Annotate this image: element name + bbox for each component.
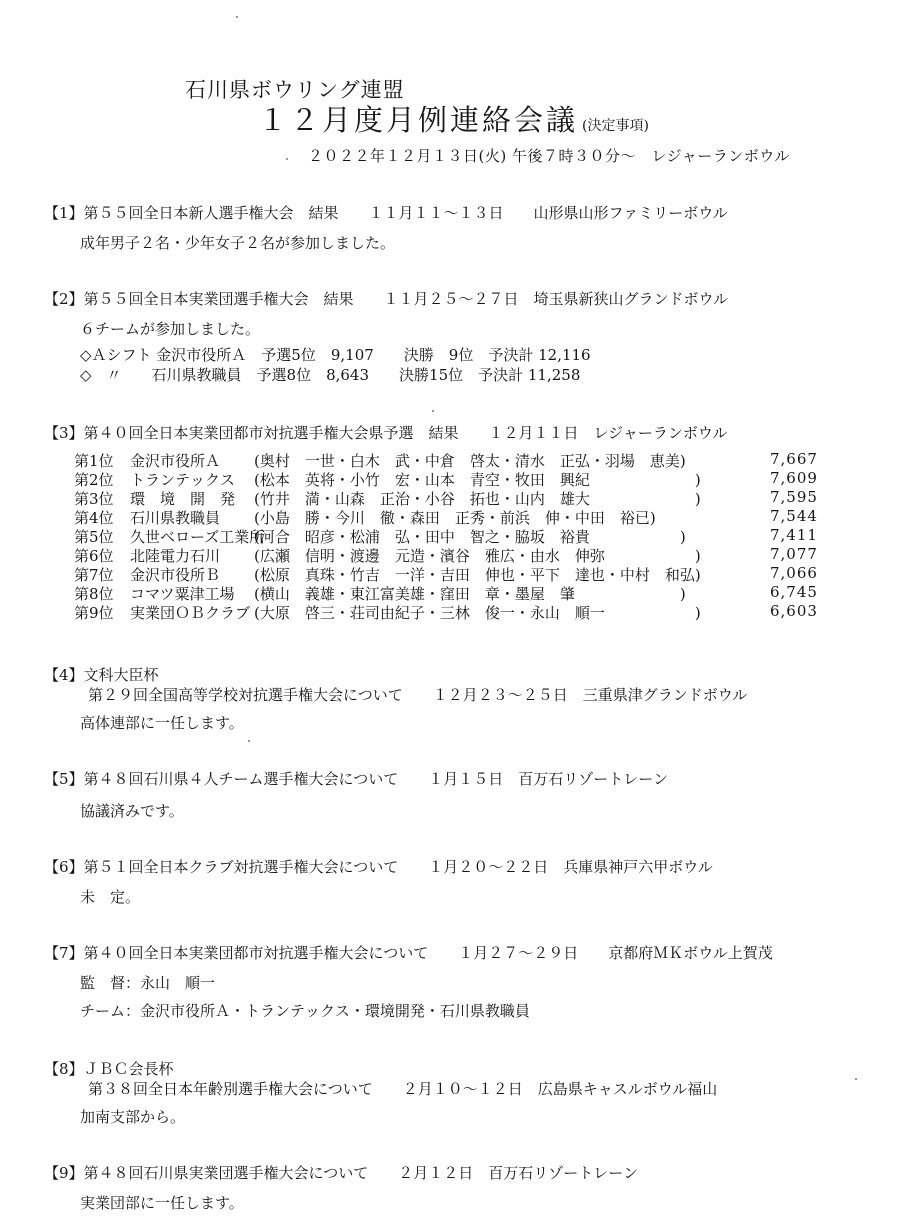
result-row-3	[74, 488, 824, 509]
meeting-date-venue: ２０２２年１２月１３日(火) 午後７時３０分～ レジャーランボウル	[308, 147, 790, 165]
result-rank: 第7位	[74, 566, 114, 584]
result-row-5	[74, 526, 824, 547]
result-rank: 第5位	[74, 528, 114, 546]
item-2-line-2: ◇Ａシフト 金沢市役所Ａ 予選5位 9,107 決勝 9位 予決計 12,116	[80, 346, 591, 364]
result-row-2	[74, 469, 824, 490]
result-row-9	[74, 602, 824, 623]
item-4-heading: 【4】文科大臣杯	[44, 666, 159, 684]
result-score: 6,745	[770, 583, 818, 601]
item-6-heading: 【6】第５１回全日本クラブ対抗選手権大会について １月２０～２２日 兵庫県神戸六甲ボウル	[44, 858, 713, 876]
item-5-heading: 【5】第４８回石川県４人チーム選手権大会について １月１５日 百万石リゾートレーン	[44, 770, 668, 788]
item-4-line-1: 第２９回全国高等学校対抗選手権大会について １２月２３～２５日 三重県津グランドボウル	[88, 686, 748, 704]
result-row-7	[74, 564, 824, 585]
result-team: トランテックス	[130, 471, 235, 489]
result-score: 7,595	[770, 488, 818, 506]
item-8-line-1: 第３８回全日本年齢別選手権大会について ２月１０～１２日 広島県キャスルボウル福山	[88, 1080, 718, 1098]
result-team: 金沢市役所Ａ	[130, 452, 221, 470]
result-rank: 第1位	[74, 452, 114, 470]
item-6-line-1: 未 定。	[80, 888, 141, 906]
result-row-1	[74, 450, 824, 471]
result-team: 石川県教職員	[130, 509, 221, 527]
result-rank: 第4位	[74, 509, 114, 527]
item-7-line-1: 監 督：永山 順一	[80, 974, 216, 992]
scan-speck	[286, 158, 288, 160]
result-rank: 第6位	[74, 547, 114, 565]
result-row-4	[74, 507, 824, 528]
item-1-heading: 【1】第５５回全日本新人選手権大会 結果 １１月１１～１３日 山形県山形ファミリーボウル	[44, 204, 728, 222]
result-score: 6,603	[770, 602, 818, 620]
item-9-line-1: 実業団部に一任します。	[80, 1194, 244, 1212]
item-4-line-2: 高体連部に一任します。	[80, 714, 244, 732]
title-text: １２月度月例連絡会議	[258, 103, 579, 137]
result-score: 7,077	[770, 545, 818, 563]
item-3-heading: 【3】第４０回全日本実業団都市対抗選手権大会県予選 結果 １２月１１日 レジャーランボウル	[44, 424, 728, 442]
result-rank: 第3位	[74, 490, 114, 508]
result-members: (横山 義雄・東江富美雄・窪田 章・墨屋 肇 )	[254, 585, 686, 603]
result-team: 久世ベローズ工業所	[130, 528, 265, 546]
result-members: (河合 昭彦・松浦 弘・田中 智之・脇坂 裕貴 )	[254, 528, 686, 546]
result-rank: 第9位	[74, 604, 114, 622]
result-score: 7,411	[770, 526, 818, 544]
item-7-line-2: チーム：金沢市役所Ａ・トランテックス・環境開発・石川県教職員	[80, 1002, 530, 1020]
document-title	[258, 98, 649, 139]
item-2-line-1: ６チームが参加しました。	[80, 320, 261, 338]
organization-name: 石川県ボウリング連盟	[185, 78, 405, 102]
result-rank: 第2位	[74, 471, 114, 489]
scan-speck	[236, 16, 238, 18]
result-score: 7,609	[770, 469, 818, 487]
title-note: (決定事項)	[582, 118, 649, 134]
result-members: (広瀬 信明・渡邊 元造・濱谷 雅広・由水 伸弥 )	[254, 547, 701, 565]
scan-speck	[432, 410, 434, 412]
result-team: 実業団ＯＢクラブ	[130, 604, 251, 622]
result-team: 環 境 開 発	[130, 490, 236, 508]
item-5-line-1: 協議済みです。	[80, 802, 184, 820]
result-rank: 第8位	[74, 585, 114, 603]
item-8-heading: 【8】ＪＢＣ会長杯	[44, 1060, 174, 1078]
result-row-6	[74, 545, 824, 566]
result-members: (奥村 一世・白木 武・中倉 啓太・清水 正弘・羽場 恵美)	[254, 452, 686, 470]
result-members: (松本 英将・小竹 宏・山本 青空・牧田 興紀 )	[254, 471, 701, 489]
result-row-8	[74, 583, 824, 604]
result-members: (竹井 満・山森 正治・小谷 拓也・山内 雄大 )	[254, 490, 701, 508]
item-7-heading: 【7】第４０回全日本実業団都市対抗選手権大会について １月２７～２９日 京都府ＭＫボウル上賀茂	[44, 944, 773, 962]
result-team: 金沢市役所Ｂ	[130, 566, 221, 584]
result-team: 北陸電力石川	[130, 547, 221, 565]
result-members: (小島 勝・今川 徹・森田 正秀・前浜 伸・中田 裕已)	[254, 509, 656, 527]
result-members: (松原 真珠・竹吉 一洋・吉田 伸也・平下 達也・中村 和弘)	[254, 566, 701, 584]
scan-speck	[248, 740, 250, 742]
result-members: (大原 啓三・荘司由紀子・三林 俊一・永山 順一 )	[254, 604, 701, 622]
item-2-line-3: ◇ 〃 石川県教職員 予選8位 8,643 決勝15位 予決計 11,258	[80, 366, 581, 384]
item-8-line-2: 加南支部から。	[80, 1108, 186, 1126]
result-team: コマツ粟津工場	[130, 585, 235, 603]
result-score: 7,544	[770, 507, 818, 525]
item-2-heading: 【2】第５５回全日本実業団選手権大会 結果 １１月２５～２７日 埼玉県新狭山グランドボウル	[44, 290, 729, 308]
item-1-line-1: 成年男子２名・少年女子２名が参加しました。	[80, 234, 396, 252]
item-9-heading: 【9】第４８回石川県実業団選手権大会について ２月１２日 百万石リゾートレーン	[44, 1164, 638, 1182]
result-score: 7,667	[770, 450, 818, 468]
result-score: 7,066	[770, 564, 818, 582]
scan-speck	[855, 1078, 857, 1080]
